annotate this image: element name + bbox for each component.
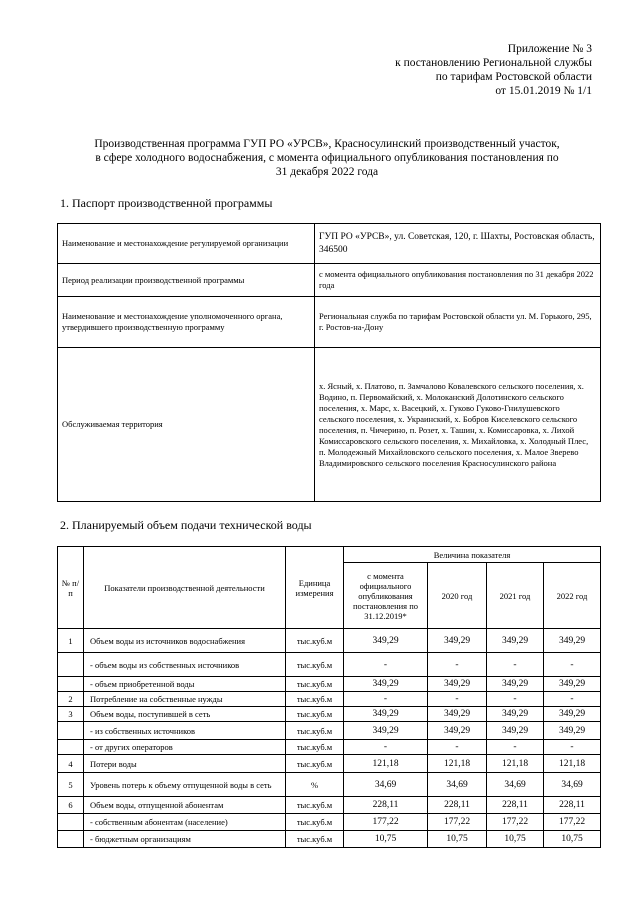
row-indicator: - из собственных источников — [84, 722, 286, 740]
row-value: 228,11 — [487, 797, 544, 814]
row-unit: тыс.куб.м — [286, 653, 344, 677]
row-indicator: - объем приобретенной воды — [84, 677, 286, 692]
row-value: 349,29 — [487, 677, 544, 692]
passport-value: ГУП РО «УРСВ», ул. Советская, 120, г. Шахты, Ростовская область, 346500 — [315, 224, 601, 264]
row-value: 349,29 — [428, 722, 487, 740]
row-indicator: Объем воды, поступившей в сеть — [84, 707, 286, 722]
row-value: - — [544, 692, 601, 707]
table-row — [58, 814, 601, 831]
appendix-header — [395, 42, 592, 98]
passport-value: Региональная служба по тарифам Ростовской области ул. М. Горького, 295, г. Ростов-на-Дону — [315, 297, 601, 348]
row-value: 177,22 — [344, 814, 428, 831]
row-value: 349,29 — [428, 677, 487, 692]
row-unit: тыс.куб.м — [286, 722, 344, 740]
row-unit: тыс.куб.м — [286, 707, 344, 722]
table-row — [58, 629, 601, 653]
row-value: 177,22 — [487, 814, 544, 831]
title-line-2: в сфере холодного водоснабжения, с момента официального опубликования постановления по — [95, 152, 559, 164]
table-row — [58, 692, 601, 707]
row-value: 349,29 — [544, 677, 601, 692]
indicators-table — [57, 546, 601, 848]
row-value: 34,69 — [544, 773, 601, 797]
passport-row — [58, 264, 601, 297]
row-unit: тыс.куб.м — [286, 814, 344, 831]
passport-value: с момента официального опубликования постановления по 31 декабря 2022 года — [315, 264, 601, 297]
passport-row — [58, 297, 601, 348]
row-num: 2 — [58, 692, 84, 707]
header-period: 2020 год — [428, 563, 487, 629]
row-indicator: Уровень потерь к объему отпущенной воды в сеть — [84, 773, 286, 797]
table-row — [58, 707, 601, 722]
row-value: 121,18 — [487, 755, 544, 773]
appendix-line-4: от 15.01.2019 № 1/1 — [495, 85, 592, 97]
row-value: 349,29 — [344, 707, 428, 722]
row-value: - — [428, 692, 487, 707]
row-value: - — [487, 692, 544, 707]
header-period: 2021 год — [487, 563, 544, 629]
passport-table — [57, 223, 601, 502]
row-unit: тыс.куб.м — [286, 740, 344, 755]
passport-label: Обслуживаемая территория — [58, 348, 315, 502]
row-value: 177,22 — [544, 814, 601, 831]
table-row — [58, 740, 601, 755]
row-unit: % — [286, 773, 344, 797]
header-period: с момента официального опубликования постановления по 31.12.2019* — [344, 563, 428, 629]
appendix-line-2: к постановлению Региональной службы — [395, 57, 592, 69]
indicators-body — [58, 629, 601, 848]
row-value: 349,29 — [544, 629, 601, 653]
header-value-group: Величина показателя — [344, 547, 601, 563]
table-row — [58, 653, 601, 677]
row-value: 34,69 — [487, 773, 544, 797]
row-num — [58, 653, 84, 677]
table-row — [58, 797, 601, 814]
row-indicator: - объем воды из собственных источников — [84, 653, 286, 677]
document-title — [56, 137, 598, 179]
row-unit: тыс.куб.м — [286, 755, 344, 773]
row-value: 349,29 — [487, 707, 544, 722]
row-num — [58, 814, 84, 831]
table-row — [58, 773, 601, 797]
row-value: - — [344, 740, 428, 755]
row-indicator: Потери воды — [84, 755, 286, 773]
row-num: 1 — [58, 629, 84, 653]
header-indicator: Показатели производственной деятельности — [84, 547, 286, 629]
row-unit: тыс.куб.м — [286, 677, 344, 692]
row-value: 349,29 — [344, 629, 428, 653]
row-value: 228,11 — [428, 797, 487, 814]
row-value: 349,29 — [428, 629, 487, 653]
table-row — [58, 722, 601, 740]
header-num: № п/п — [58, 547, 84, 629]
passport-row — [58, 348, 601, 502]
row-value: 34,69 — [428, 773, 487, 797]
row-num — [58, 722, 84, 740]
row-num — [58, 740, 84, 755]
row-unit: тыс.куб.м — [286, 629, 344, 653]
row-value: 10,75 — [487, 831, 544, 848]
row-unit: тыс.куб.м — [286, 831, 344, 848]
header-unit: Единица измерения — [286, 547, 344, 629]
row-value: - — [544, 653, 601, 677]
row-num: 5 — [58, 773, 84, 797]
row-unit: тыс.куб.м — [286, 797, 344, 814]
section-1-heading: 1. Паспорт производственной программы — [60, 196, 273, 210]
header-period: 2022 год — [544, 563, 601, 629]
row-value: 177,22 — [428, 814, 487, 831]
row-indicator: - от других операторов — [84, 740, 286, 755]
table-row — [58, 677, 601, 692]
row-value: 121,18 — [544, 755, 601, 773]
passport-label: Наименование и местонахождение регулируемой организации — [58, 224, 315, 264]
row-value: 121,18 — [428, 755, 487, 773]
title-line-3: 31 декабря 2022 года — [275, 166, 379, 178]
row-indicator: - бюджетным организациям — [84, 831, 286, 848]
row-value: 10,75 — [428, 831, 487, 848]
row-value: 349,29 — [428, 707, 487, 722]
passport-value: х. Ясный, х. Платово, п. Замчалово Ковалевского сельского поселения, х. Водино, п. Первомайский, х. Молоканский Долотинского сельского поселения, х. Марс, х. Васецкий, х. Гуково Гуково-Гнилушевского сельского поселения, х. Украинский, х. Бобров Киселевского сельского поселения, п. Чичерино, п. Розет, х. Ташин, х. Комиссаровка, х. Лихой Комиссаровского сельского поселения, х. Михайловка, х. Холодный Плес, п. Молодежный Михайловского сельского поселения, х. Малое Зверево Владимировского сельского поселения Красносулинского района — [315, 348, 601, 502]
row-value: - — [544, 740, 601, 755]
row-value: - — [428, 653, 487, 677]
header-row — [58, 547, 601, 563]
row-num — [58, 677, 84, 692]
row-num: 4 — [58, 755, 84, 773]
row-indicator: Объем воды из источников водоснабжения — [84, 629, 286, 653]
row-value: 10,75 — [544, 831, 601, 848]
row-value: 10,75 — [344, 831, 428, 848]
row-indicator: Потребление на собственные нужды — [84, 692, 286, 707]
appendix-line-3: по тарифам Ростовской области — [435, 71, 592, 83]
row-num — [58, 831, 84, 848]
passport-label: Наименование и местонахождение уполномоченного органа, утвердившего производственную программу — [58, 297, 315, 348]
row-value: 228,11 — [544, 797, 601, 814]
row-value: 349,29 — [544, 707, 601, 722]
table-row — [58, 831, 601, 848]
row-num: 6 — [58, 797, 84, 814]
row-value: 121,18 — [344, 755, 428, 773]
table-row — [58, 755, 601, 773]
row-unit: тыс.куб.м — [286, 692, 344, 707]
row-indicator: Объем воды, отпущенной абонентам — [84, 797, 286, 814]
row-value: - — [344, 653, 428, 677]
row-value: 349,29 — [544, 722, 601, 740]
row-value: 349,29 — [344, 677, 428, 692]
row-value: - — [487, 653, 544, 677]
title-line-1: Производственная программа ГУП РО «УРСВ», Красносулинский производственный участок, — [94, 138, 560, 150]
passport-row — [58, 224, 601, 264]
appendix-line-1: Приложение № 3 — [507, 43, 592, 55]
row-value: - — [428, 740, 487, 755]
row-value: - — [487, 740, 544, 755]
section-2-heading: 2. Планируемый объем подачи технической воды — [60, 518, 312, 532]
row-indicator: - собственным абонентам (население) — [84, 814, 286, 831]
passport-label: Период реализации производственной программы — [58, 264, 315, 297]
row-value: - — [344, 692, 428, 707]
row-value: 349,29 — [487, 722, 544, 740]
row-value: 349,29 — [344, 722, 428, 740]
row-num: 3 — [58, 707, 84, 722]
row-value: 34,69 — [344, 773, 428, 797]
row-value: 228,11 — [344, 797, 428, 814]
row-value: 349,29 — [487, 629, 544, 653]
